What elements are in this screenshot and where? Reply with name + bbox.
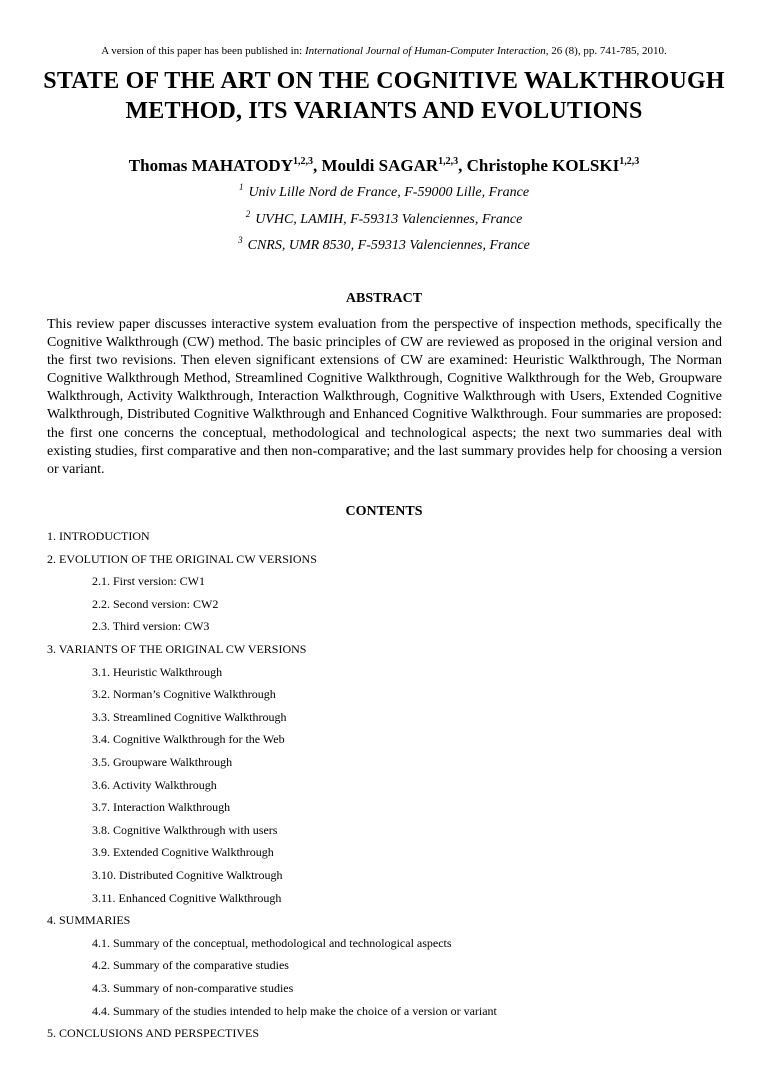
toc-subsection-entry: 3.8. Cognitive Walkthrough with users bbox=[92, 822, 278, 837]
author-separator: , bbox=[312, 156, 322, 175]
publication-suffix: , 26 (8), pp. 741-785, 2010. bbox=[545, 45, 667, 57]
toc-subsection-entry: 3.7. Interaction Walkthrough bbox=[92, 800, 231, 815]
contents-heading: CONTENTS bbox=[345, 504, 423, 519]
toc-section-entry: 1. INTRODUCTION bbox=[47, 529, 150, 543]
toc-subsection-entry: 3.4. Cognitive Walkthrough for the Web bbox=[92, 732, 285, 747]
title-line-1: STATE OF THE ART ON THE COGNITIVE WALKTHROUGH bbox=[43, 68, 725, 94]
journal-name: International Journal of Human-Computer Interaction bbox=[305, 45, 546, 57]
toc-section-entry: 4. SUMMARIES bbox=[47, 913, 131, 928]
abstract-heading: ABSTRACT bbox=[345, 291, 423, 306]
toc-subsection-entry: 4.4. Summary of the studies intended to help make the choice of a version or variant bbox=[92, 1003, 497, 1018]
toc-subsection-entry: 3.3. Streamlined Cognitive Walkthrough bbox=[92, 709, 287, 724]
toc-subsection-entry: 2.1. First version: CW1 bbox=[92, 574, 205, 589]
author-name: Christophe KOLSKI bbox=[466, 156, 620, 175]
author-affiliation-marks: 1,2,3 bbox=[292, 156, 313, 167]
toc-subsection-entry: 4.2. Summary of the comparative studies bbox=[92, 958, 289, 973]
affiliation-text: UVHC, LAMIH, F-59313 Valenciennes, France bbox=[255, 212, 523, 227]
author-separator: , bbox=[458, 156, 467, 175]
author-name: Thomas MAHATODY bbox=[128, 156, 293, 175]
affiliation-number: 2 bbox=[245, 209, 251, 219]
toc-subsection-entry: 3.2. Norman’s Cognitive Walkthrough bbox=[92, 687, 276, 702]
toc-section-entry: 2. EVOLUTION OF THE ORIGINAL CW VERSIONS bbox=[47, 551, 317, 566]
title-line-2: METHOD, ITS VARIANTS AND EVOLUTIONS bbox=[125, 98, 643, 124]
toc-section-entry: 3. VARIANTS OF THE ORIGINAL CW VERSIONS bbox=[47, 642, 307, 656]
toc-subsection-entry: 4.3. Summary of non-comparative studies bbox=[92, 981, 294, 995]
author-affiliation-marks: 1,2,3 bbox=[619, 156, 640, 167]
affiliation bbox=[0, 237, 768, 255]
author-list bbox=[0, 155, 768, 177]
toc-subsection-entry: 2.3. Third version: CW3 bbox=[92, 619, 210, 634]
affiliation bbox=[0, 211, 768, 229]
toc-subsection-entry: 2.2. Second version: CW2 bbox=[92, 596, 219, 611]
affiliation bbox=[0, 184, 768, 202]
toc-section-entry: 5. CONCLUSIONS AND PERSPECTIVES bbox=[47, 1026, 260, 1041]
author-name: Mouldi SAGAR bbox=[321, 156, 439, 175]
toc-subsection-entry: 3.11. Enhanced Cognitive Walkthrough bbox=[92, 890, 282, 905]
affiliation-number: 3 bbox=[238, 235, 243, 245]
toc-subsection-entry: 3.6. Activity Walkthrough bbox=[92, 777, 217, 792]
toc-subsection-entry: 3.1. Heuristic Walkthrough bbox=[92, 664, 223, 679]
toc-subsection-entry: 3.5. Groupware Walkthrough bbox=[92, 755, 233, 769]
toc-subsection-entry: 3.10. Distributed Cognitive Walktrough bbox=[92, 868, 283, 882]
abstract-text: This review paper discusses interactive system evaluation from the perspective of inspection methods, specifically the Cognitive Walkthrough (CW) method. The basic principles of CW are reviewed as proposed in the original version and the first two revisions. Then eleven significant extensions of CW are examined: Heuristic Walkthrough, The Norman Cognitive Walkthrough Method, Streamlined Cognitive Walkthrough, Cognitive Walkthrough for the Web, Groupware Walkthrough, Activity Walkthrough, Interaction Walkthrough, Cognitive Walkthrough with Users, Extended Cognitive Walkthrough, Distributed Cognitive Walkthrough and Enhanced Cognitive Walkthrough. Four summaries are proposed: the first one concerns the conceptual, methodological and technological aspects; the next two summaries deal with existing studies, first comparative and then non-comparative; and the last summary provides help for choosing a version or variant. bbox=[47, 317, 722, 477]
publication-prefix: A version of this paper has been published in: bbox=[101, 45, 305, 57]
toc-subsection-entry: 4.1. Summary of the conceptual, methodological and technological aspects bbox=[92, 935, 452, 950]
affiliation-number: 1 bbox=[238, 182, 244, 192]
affiliation-text: Univ Lille Nord de France, F-59000 Lille, France bbox=[248, 185, 530, 200]
author-affiliation-marks: 1,2,3 bbox=[438, 156, 459, 167]
affiliation-text: CNRS, UMR 8530, F-59313 Valenciennes, France bbox=[247, 238, 530, 253]
paper-title bbox=[30, 66, 738, 126]
toc-subsection-entry: 3.9. Extended Cognitive Walkthrough bbox=[92, 845, 274, 860]
publication-note bbox=[0, 44, 768, 58]
